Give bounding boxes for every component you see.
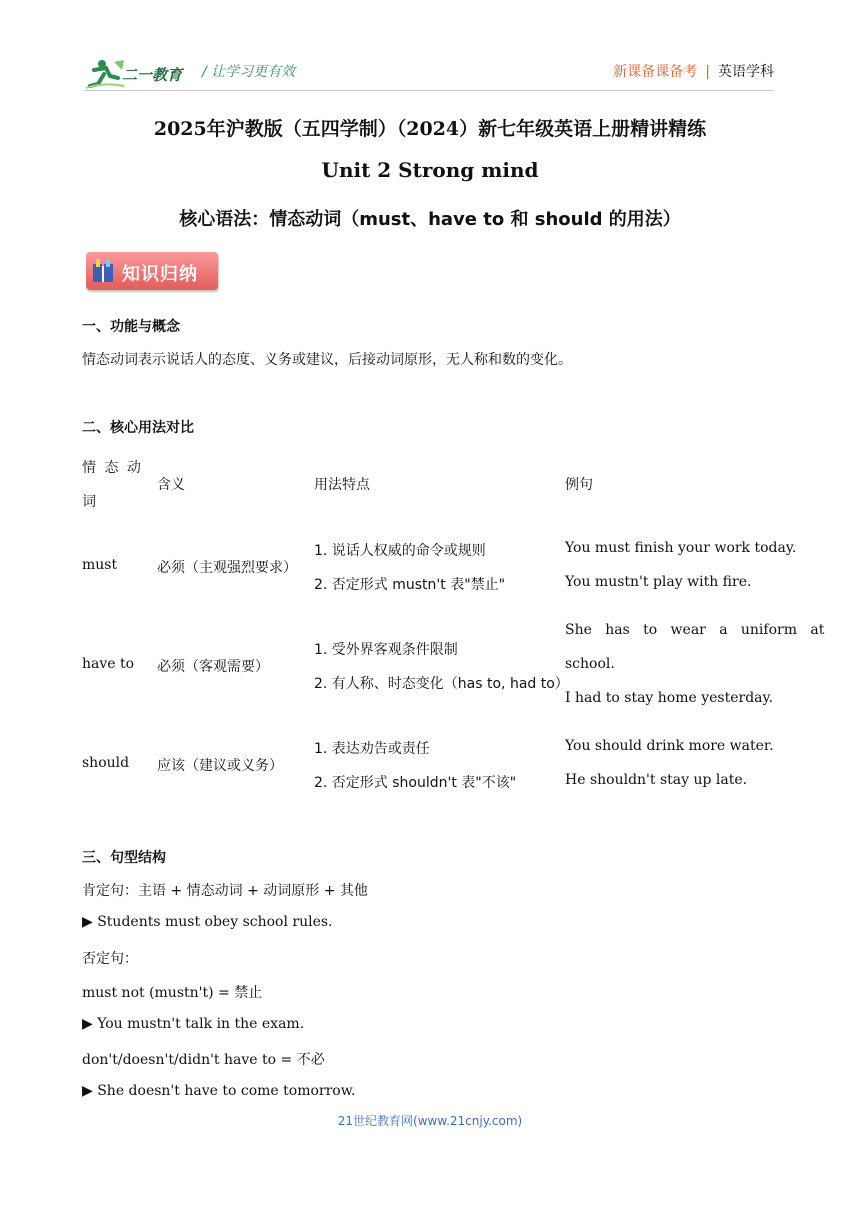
brand-logo — [84, 56, 194, 92]
row-example-2: He shouldn't stay up late. — [565, 772, 748, 788]
row-example-2: You mustn't play with fire. — [565, 574, 752, 590]
row-verb: should — [82, 755, 130, 771]
row-usage-2: 2. 否定形式 mustn't 表"禁止" — [314, 577, 506, 593]
header-right — [613, 61, 774, 81]
row-example-1-cont: school. — [565, 656, 615, 672]
section-heading-structure: 三、句型结构 — [82, 850, 166, 866]
header-slogan: / 让学习更有效 — [202, 64, 296, 80]
row-meaning: 应该（建议或义务） — [157, 758, 283, 774]
row-usage-1: 1. 受外界客观条件限制 — [314, 642, 458, 658]
structure-example-dont-have-to: ▶ She doesn't have to come tomorrow. — [82, 1083, 356, 1099]
section-heading-function: 一、功能与概念 — [82, 319, 180, 335]
row-usage-1: 1. 表达劝告或责任 — [314, 741, 430, 757]
header-course-label: 新课备课备考 — [613, 64, 698, 80]
section-heading-comparison: 二、核心用法对比 — [82, 420, 194, 436]
unit-title: Unit 2 Strong mind — [321, 158, 539, 182]
logo-text: 二一教育 — [122, 66, 183, 84]
structure-dont-have-to: don't/doesn't/didn't have to = 不必 — [82, 1052, 325, 1068]
grammar-topic-title: 核心语法：情态动词（must、have to 和 should 的用法） — [179, 209, 681, 230]
row-meaning: 必须（客观需要） — [157, 659, 269, 675]
table-header-verb-line1: 情 态 动 — [82, 460, 143, 476]
row-verb: must — [82, 557, 118, 573]
structure-example-must-not: ▶ You mustn't talk in the exam. — [82, 1016, 305, 1032]
row-verb: have to — [82, 656, 135, 672]
structure-must-not: must not (mustn't) = 禁止 — [82, 985, 263, 1001]
row-usage-2: 2. 有人称、时态变化（has to, had to） — [314, 676, 569, 692]
header-divider — [84, 90, 774, 91]
header-separator: | — [705, 64, 710, 80]
structure-negative-label: 否定句： — [82, 951, 138, 967]
table-header-verb-line2: 词 — [82, 494, 96, 510]
row-meaning: 必须（主观强烈要求） — [157, 560, 297, 576]
structure-affirmative: 肯定句：主语 + 情态动词 + 动词原形 + 其他 — [82, 883, 368, 899]
table-header-usage: 用法特点 — [314, 477, 370, 493]
knowledge-summary-badge — [86, 252, 218, 290]
footer-source-link[interactable]: 21世纪教育网(www.21cnjy.com) — [337, 1114, 523, 1128]
row-example-2: I had to stay home yesterday. — [565, 690, 774, 706]
row-example-1: You should drink more water. — [565, 738, 774, 754]
structure-example-affirmative: ▶ Students must obey school rules. — [82, 914, 333, 930]
row-usage-1: 1. 说话人权威的命令或规则 — [314, 543, 486, 559]
row-usage-2: 2. 否定形式 shouldn't 表"不该" — [314, 775, 517, 791]
row-example-1: She has to wear a uniform at — [565, 622, 825, 638]
section-text-function: 情态动词表示说话人的态度、义务或建议，后接动词原形，无人称和数的变化。 — [82, 352, 572, 368]
table-header-meaning: 含义 — [157, 477, 185, 493]
badge-label: 知识归纳 — [122, 264, 198, 285]
row-example-1: You must finish your work today. — [565, 540, 797, 556]
book-icon — [92, 258, 114, 284]
document-title: 2025年沪教版（五四学制）（2024）新七年级英语上册精讲精练 — [153, 118, 707, 140]
header-subject-label: 英语学科 — [718, 64, 774, 80]
table-header-example: 例句 — [565, 477, 593, 493]
